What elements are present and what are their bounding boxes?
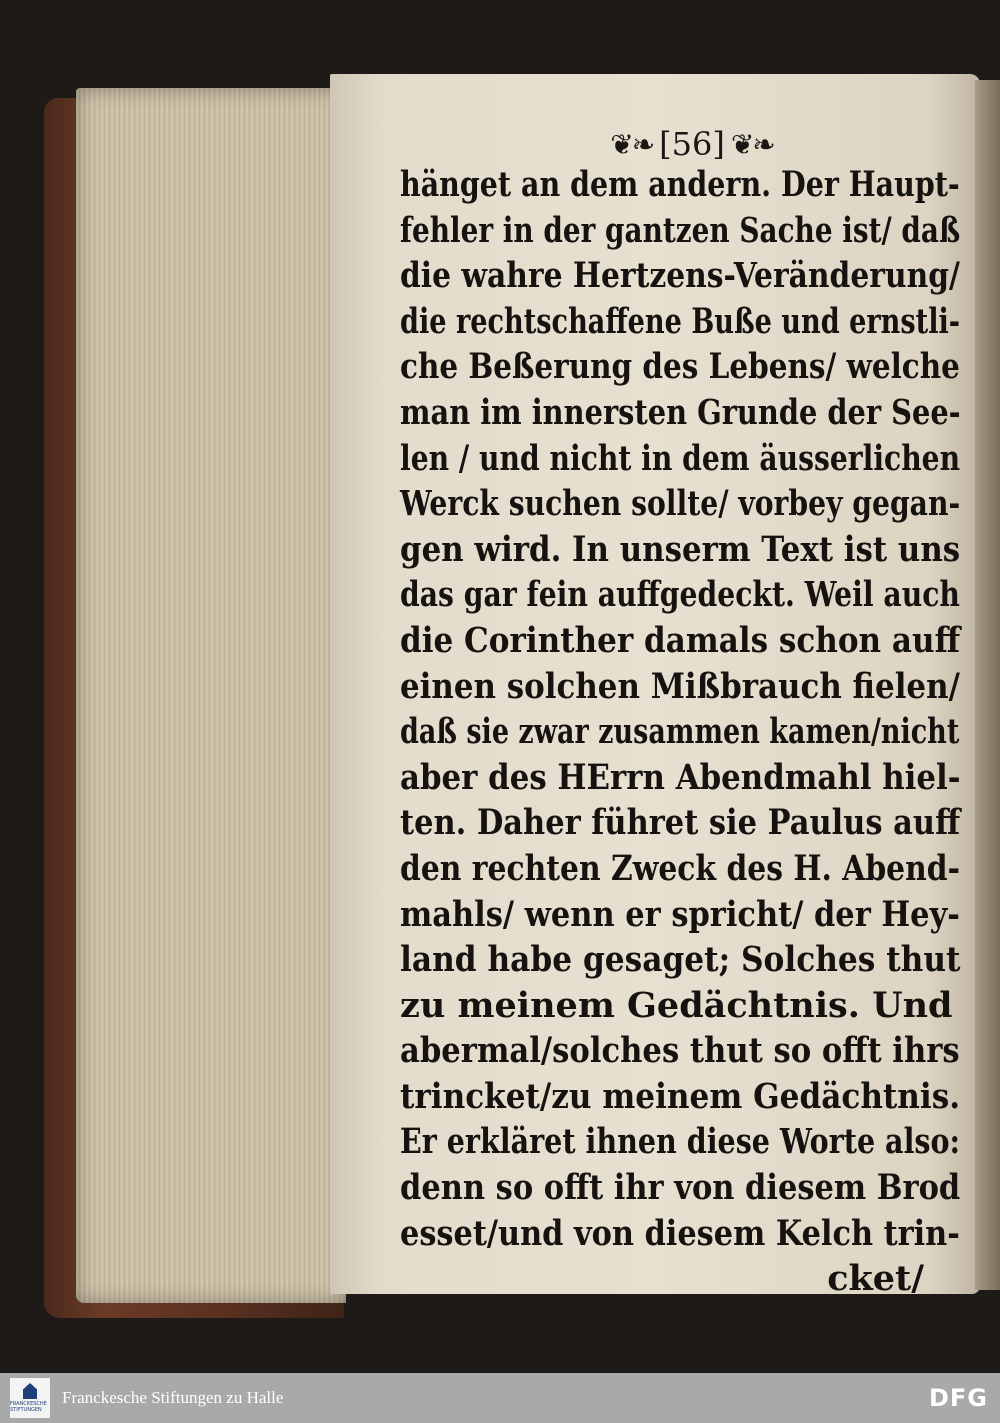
dfg-logo[interactable]: DFG	[928, 1384, 988, 1412]
building-icon	[23, 1383, 37, 1399]
text-line: denn so offt ihr von diesem Brod	[400, 1167, 961, 1209]
ornament-left-icon: ❦❧	[610, 127, 654, 161]
viewer-footer	[0, 1373, 1000, 1423]
text-line: aber des HErrn Abendmahl hiel-	[400, 756, 961, 798]
logo-text: FRANCKESCHE STIFTUNGEN	[10, 1401, 47, 1413]
text-line: den rechten Zweck des H. Abend-	[400, 847, 960, 889]
text-line: esset/und von diesem Kelch trin-	[400, 1212, 960, 1254]
text-line: gen wird. In unserm Text ist uns	[400, 528, 961, 570]
text-line: die rechtschaffene Buße und ernstli-	[400, 300, 961, 342]
next-page-edge	[975, 80, 1000, 1290]
text-line: Er erkläret ihnen diese Worte also:	[400, 1121, 961, 1163]
page-text	[400, 162, 960, 1302]
text-line: zu meinem Gedächtnis. Und	[400, 984, 953, 1026]
text-line: die Corinther damals schon auff	[400, 619, 961, 661]
text-line: das gar fein auffgedeckt. Weil auch	[400, 574, 960, 616]
institution-name[interactable]: Franckesche Stiftungen zu Halle	[62, 1388, 284, 1407]
text-line: land habe gesaget; Solches thut	[400, 939, 961, 981]
text-line: abermal/solches thut so offt ihrs	[400, 1030, 960, 1072]
text-line: che Beßerung des Lebens/ welche	[400, 346, 960, 388]
text-line: die wahre Hertzens-Veränderung/	[400, 255, 960, 297]
text-line: daß sie zwar zusammen kamen/nicht	[400, 711, 960, 753]
ornament-right-icon: ❦❧	[730, 127, 774, 161]
text-line: ten. Daher führet sie Paulus auff	[400, 802, 961, 844]
text-line: hänget an dem andern. Der Haupt-	[400, 164, 960, 205]
institution-logo[interactable]	[10, 1378, 50, 1418]
page-number: [56]	[659, 125, 725, 163]
catchword: cket/	[827, 1258, 924, 1300]
text-line: trincket/zu meinem Gedächtnis.	[400, 1075, 961, 1117]
text-line: Werck suchen sollte/ vorbey gegan-	[400, 483, 961, 525]
text-line: len / und nicht in dem äusserlichen	[400, 437, 961, 479]
page-edges	[76, 88, 346, 1303]
text-line: mahls/ wenn er spricht/ der Hey-	[400, 893, 960, 935]
page-header	[582, 124, 802, 164]
text-line: man im innersten Grunde der See-	[400, 391, 961, 433]
text-line: fehler in der gantzen Sache ist/ daß	[400, 209, 961, 251]
text-line: einen solchen Mißbrauch fielen/	[400, 665, 960, 707]
